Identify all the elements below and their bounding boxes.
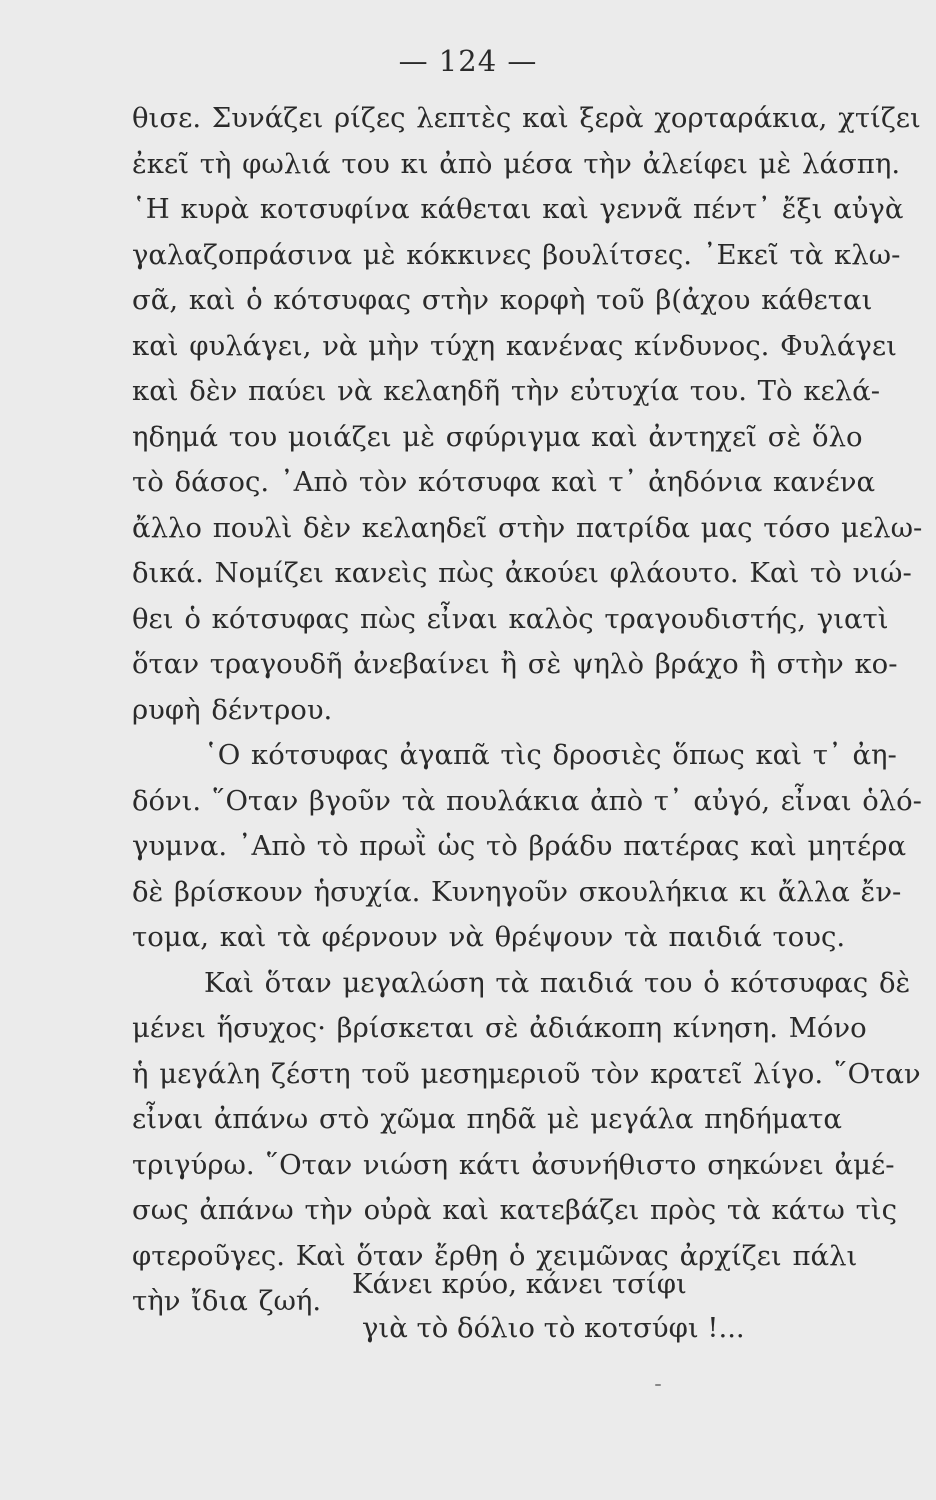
text-line: εἶναι ἀπάνω στὸ χῶμα πηδᾶ μὲ μεγάλα πηδήματα (132, 1103, 842, 1135)
poem-verse (352, 1262, 745, 1350)
text-line: γαλαζοπράσινα μὲ κόκκινες βουλίτσες. ᾽Εκεῖ τὰ κλω- (132, 238, 901, 271)
text-line: ἐκεῖ τὴ φωλιά του κι ἀπὸ μέσα τὴν ἀλείφει μὲ λάσπη. (132, 147, 901, 180)
text-line: μένει ἥσυχος· βρίσκεται σὲ ἀδιάκοπη κίνηση. Μόνο (132, 1012, 867, 1044)
text-line: τὸ δάσος. ᾽Απὸ τὸν κότσυφα καὶ τ᾽ ἀηδόνια κανένα (132, 466, 876, 498)
poem-line: γιὰ τὸ δόλιο τὸ κοτσύφι !... (362, 1312, 745, 1344)
text-line: Καὶ ὅταν μεγαλώση τὰ παιδιά του ὁ κότσυφας δὲ (204, 966, 911, 999)
page-number: — 124 — (398, 44, 538, 78)
text-line: καὶ φυλάγει, νὰ μὴν τύχη κανένας κίνδυνος. Φυλάγει (132, 329, 897, 362)
text-line: σως ἀπάνω τὴν οὐρὰ καὶ κατεβάζει πρὸς τὰ κάτω τὶς (132, 1194, 897, 1226)
text-line: ὅταν τραγουδῆ ἀνεβαίνει ἢ σὲ ψηλὸ βράχο ἢ στὴν κο- (132, 648, 898, 680)
body-text (132, 96, 922, 1325)
text-line: ηδημά του μοιάζει μὲ σφύριγμα καὶ ἀντηχεῖ σὲ ὅλο (132, 420, 863, 453)
text-line: θισε. Συνάζει ρίζες λεπτὲς καὶ ξερὰ χορταράκια, χτίζει (132, 102, 921, 134)
text-line: δόνι. ῞Οταν βγοῦν τὰ πουλάκια ἀπὸ τ᾽ αὐγό, εἶναι ὁλό- (132, 785, 922, 817)
text-line: ρυφὴ δέντρου. (132, 693, 333, 726)
text-line: δὲ βρίσκουν ἡσυχία. Κυνηγοῦν σκουλήκια κι ἄλλα ἔν- (132, 875, 902, 908)
text-line: τομα, καὶ τὰ φέρνουν νὰ θρέψουν τὰ παιδιά τους. (132, 921, 846, 953)
text-line: δικά. Νομίζει κανεὶς πὼς ἀκούει φλάουτο. Καὶ τὸ νιώ- (132, 557, 912, 589)
poem-line: Κάνει κρύο, κάνει τσίφι (352, 1268, 687, 1300)
text-line: καὶ δὲν παύει νὰ κελαηδῆ τὴν εὐτυχία του. Τὸ κελά- (132, 375, 881, 407)
text-line: θει ὁ κότσυφας πὼς εἶναι καλὸς τραγουδιστής, γιατὶ (132, 602, 889, 635)
text-line: τριγύρω. ῞Οταν νιώση κάτι ἀσυνήθιστο σηκώνει ἀμέ- (132, 1148, 895, 1181)
text-line: ῾Ο κότσυφας ἀγαπᾶ τὶς δροσιὲς ὅπως καὶ τ᾽ ἀη- (204, 739, 897, 771)
text-line: φτεροῦγες. Καὶ ὅταν ἔρθη ὁ χειμῶνας ἀρχίζει πάλι (132, 1239, 858, 1272)
text-line: γυμνα. ᾽Απὸ τὸ πρωῒ ὡς τὸ βράδυ πατέρας καὶ μητέρα (132, 830, 907, 862)
print-speck (655, 1384, 661, 1386)
text-line: σᾶ, καὶ ὁ κότσυφας στὴν κορφὴ τοῦ β(ἀχου κάθεται (132, 284, 873, 316)
text-line: ῾Η κυρὰ κοτσυφίνα κάθεται καὶ γεννᾶ πέντ᾽ ἔξι αὐγὰ (132, 193, 904, 225)
text-line: ἡ μεγάλη ζέστη τοῦ μεσημεριοῦ τὸν κρατεῖ λίγο. ῞Οταν (132, 1057, 921, 1090)
text-line: ἄλλο πουλὶ δὲν κελαηδεῖ στὴν πατρίδα μας τόσο μελω- (132, 511, 923, 544)
text-line: τὴν ἴδια ζωή. (132, 1285, 322, 1317)
